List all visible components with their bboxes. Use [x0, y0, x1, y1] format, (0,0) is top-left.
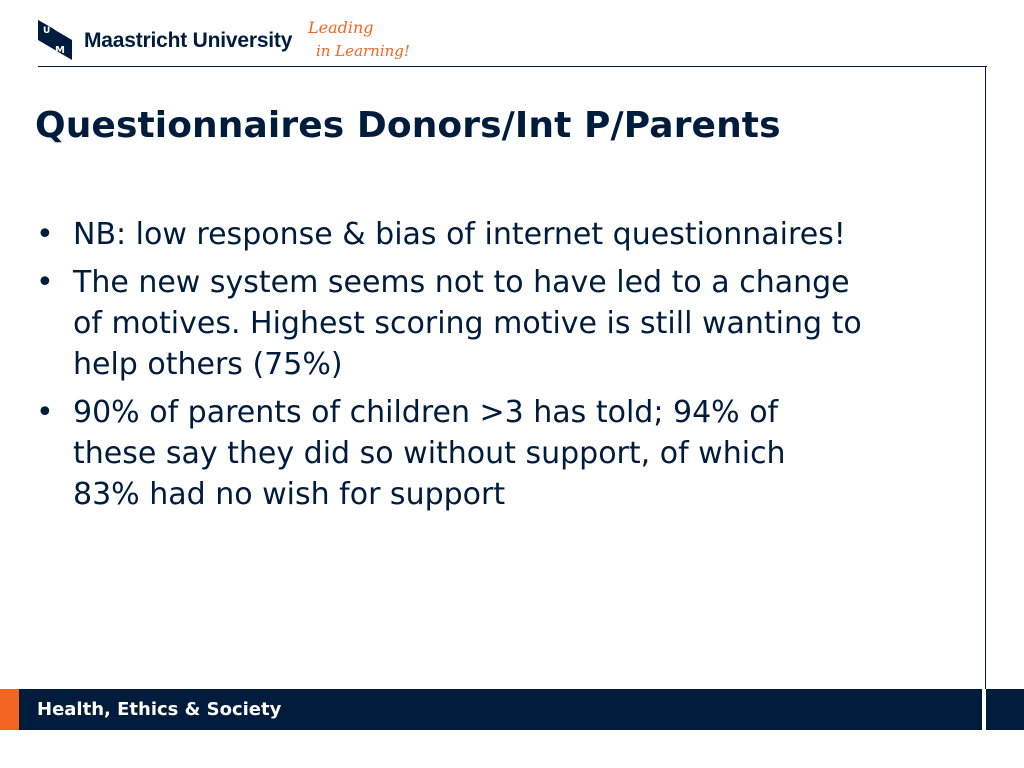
svg-text:M: M — [55, 45, 65, 56]
svg-text:in Learning!: in Learning! — [316, 42, 410, 60]
footer-accent — [0, 689, 19, 730]
bullet-dot-icon: • — [36, 395, 54, 430]
bullet-text: 90% of parents of children >3 has told; 94% of these say they did so without support, of which 83% had no wish for support — [73, 395, 786, 512]
svg-text:U: U — [43, 26, 51, 36]
bullet-item — [30, 392, 985, 515]
bullet-dot-icon: • — [36, 265, 54, 300]
bullet-list — [30, 214, 985, 522]
slide-title: Questionnaires Donors/Int P/Parents — [35, 105, 781, 146]
university-name: Maastricht University — [84, 29, 293, 52]
header-divider — [38, 66, 987, 67]
bullet-text: The new system seems not to have led to a change of motives. Highest scoring motive is still wanting to help others (75%) — [73, 265, 862, 382]
bullet-item — [30, 214, 985, 255]
svg-text:Leading: Leading — [308, 18, 374, 37]
slogan-wordmark — [308, 14, 418, 64]
bullet-text: NB: low response & bias of internet questionnaires! — [73, 217, 846, 252]
bullet-dot-icon: • — [36, 217, 54, 252]
university-logo — [38, 14, 418, 64]
footer-label: Health, Ethics & Society — [37, 699, 282, 720]
footer-divider — [982, 689, 986, 730]
bullet-item — [30, 262, 985, 385]
right-border-line — [985, 66, 986, 729]
um-logo-icon — [38, 18, 74, 60]
